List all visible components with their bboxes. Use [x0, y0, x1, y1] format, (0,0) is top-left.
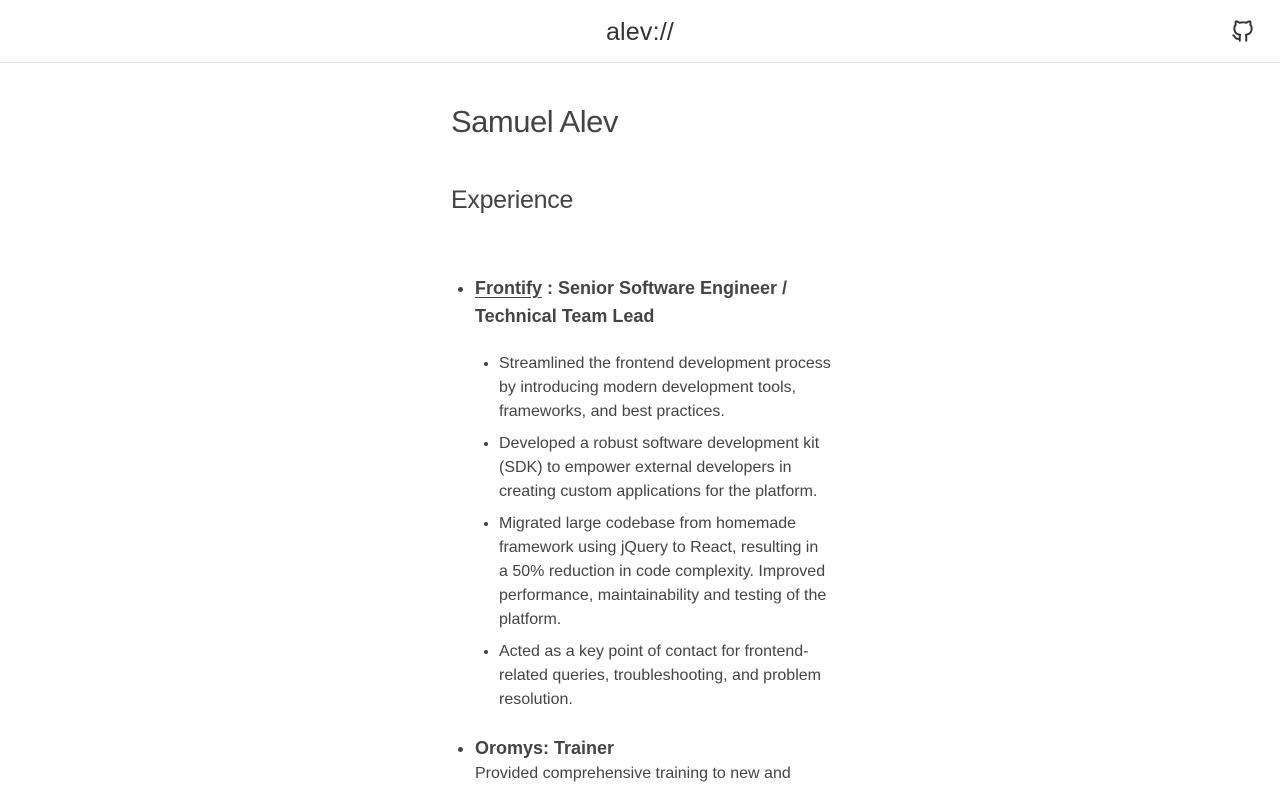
page-title: Samuel Alev [451, 104, 618, 139]
company-name: Oromys [475, 738, 544, 758]
github-icon [1230, 18, 1256, 44]
job-heading [475, 738, 614, 758]
duty-item: • Migrated large codebase from homemade framework using jQuery to React, resulting in a 50% reduction in code complexity. Improved performance, maintainability and testing of the platform. [499, 512, 831, 632]
duties-list [475, 352, 831, 712]
github-link[interactable] [1230, 18, 1256, 44]
job-item [475, 274, 831, 712]
job-heading [475, 278, 787, 326]
top-bar [0, 0, 1280, 63]
job-title: : Senior Software Engineer / Technical Team Lead [475, 278, 788, 326]
experience-list [451, 274, 831, 786]
section-heading-experience: Experience [451, 186, 574, 214]
main-content [451, 64, 831, 808]
site-logo[interactable]: alev:// [605, 18, 675, 46]
job-item [475, 734, 831, 786]
duty-item: • Acted as a key point of contact for frontend-related queries, troubleshooting, and problem resolution. [499, 640, 831, 712]
company-link[interactable]: Frontify [475, 278, 542, 298]
job-title: : Trainer [543, 738, 615, 758]
duty-item: • Streamlined the frontend development process by introducing modern development tools, frameworks, and best practices. [499, 352, 831, 424]
job-summary: Provided comprehensive training to new and [475, 765, 791, 782]
duty-item: • Developed a robust software development kit (SDK) to empower external developers in creating custom applications for the platform. [499, 432, 831, 504]
